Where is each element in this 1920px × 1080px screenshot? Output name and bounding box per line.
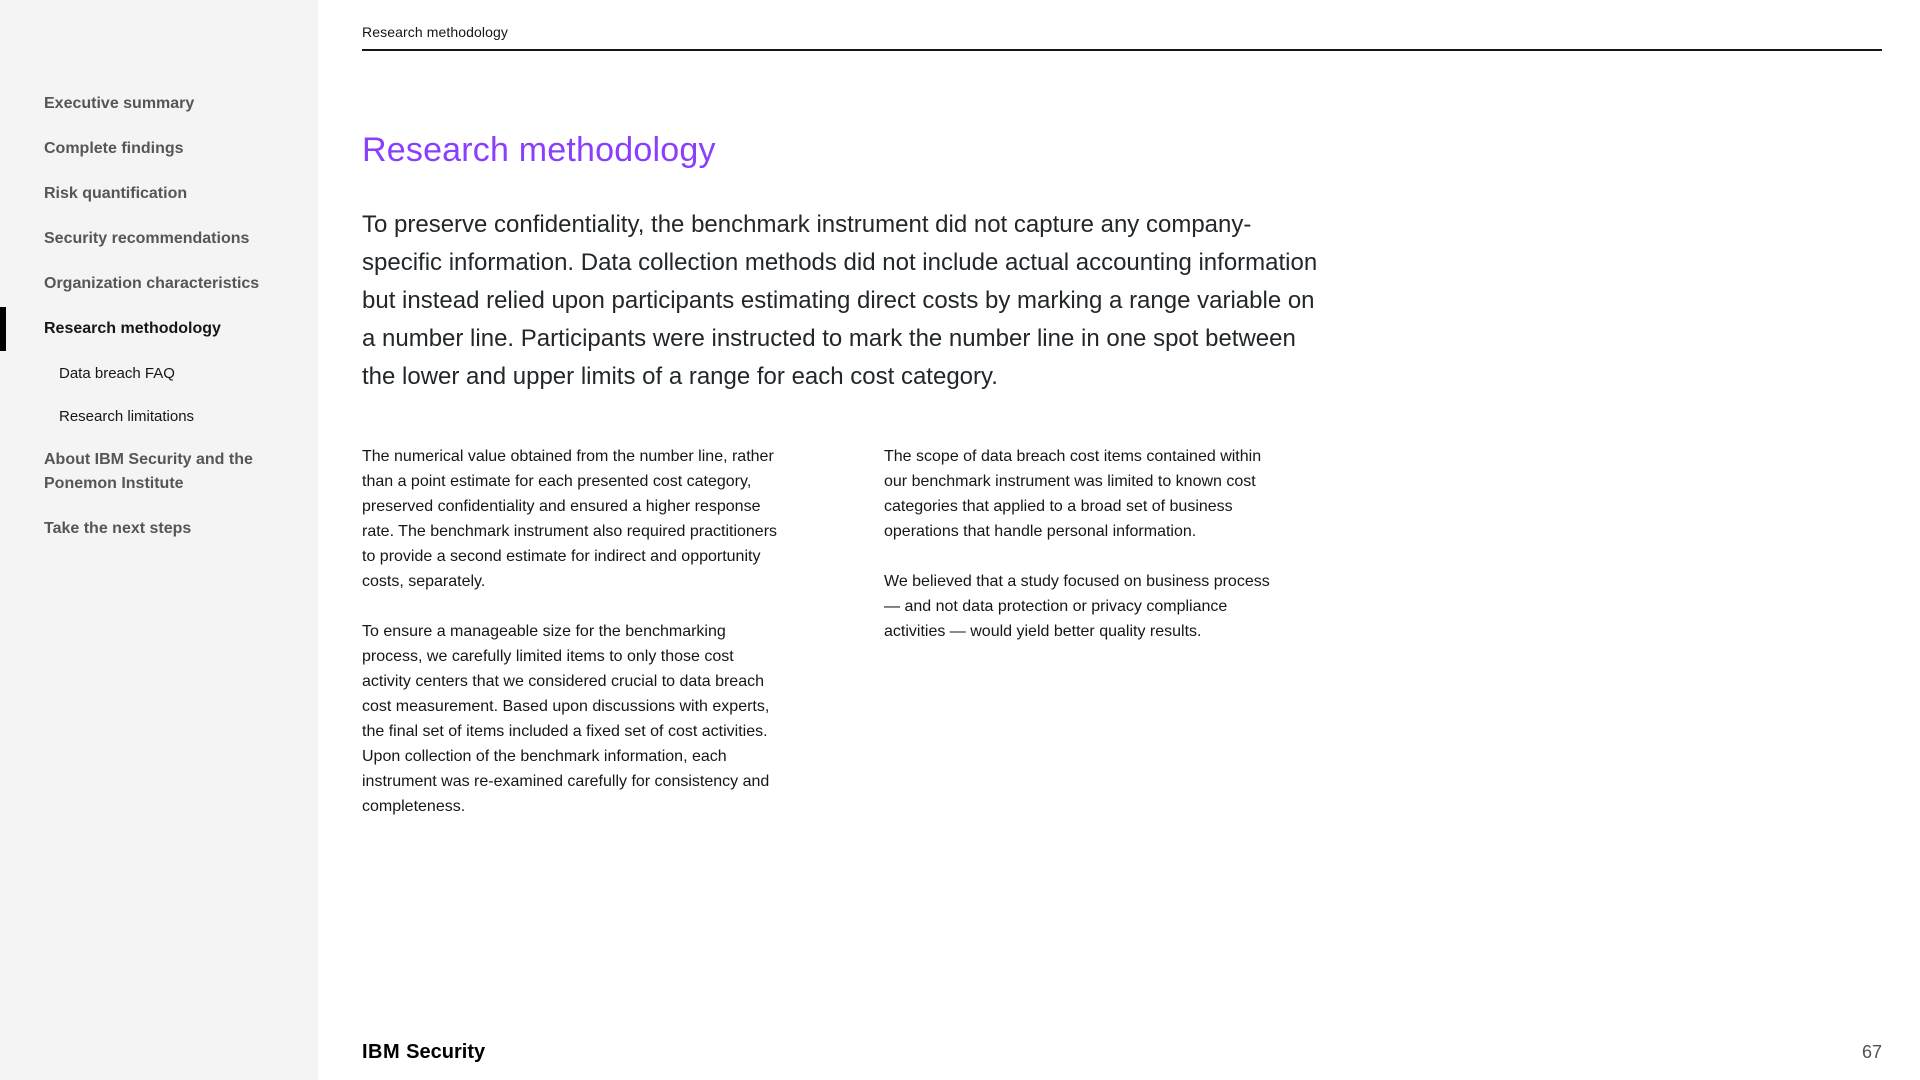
sidebar-item-complete-findings[interactable]: Complete findings [44,140,184,157]
ibm-security-logo [362,1041,485,1064]
body-paragraph: To ensure a manageable size for the benchmarking process, we carefully limited items to only those cost activity centers that we considered crucial to data breach cost measurement. Based upon discussions with experts, the final set of items included a fixed set of cost activities. Upon collection of the benchmark information, each instrument was re-examined carefully for consistency and completeness. [362,623,770,815]
sidebar-item-research-limitations[interactable]: Research limitations [59,408,195,425]
sidebar-item-take-next-steps[interactable]: Take the next steps [44,520,192,537]
sidebar-item-label: Research methodology [44,320,221,337]
ibm-logo: IBM [362,1041,401,1063]
active-item-indicator [0,307,6,351]
page-title: Research methodology [362,131,716,169]
page-number: 67 [1861,1042,1882,1062]
sidebar-item-risk-quantification[interactable]: Risk quantification [44,185,188,202]
section-eyebrow: Research methodology [362,24,508,40]
sidebar-item-about-ibm-security[interactable]: About IBM Security and the Ponemon Institute [44,451,253,492]
brand-product-label: Security [406,1041,486,1063]
sidebar-item-research-methodology[interactable] [0,317,290,341]
sidebar-item-security-recommendations[interactable]: Security recommendations [44,230,250,247]
body-paragraph: The numerical value obtained from the number line, rather than a point estimate for each presented cost category, preserved confidentiality and ensured a higher response rate. The benchmark instrument also required practitioners to provide a second estimate for indirect and opportunity costs, separately. [362,448,778,590]
right-column [884,444,1274,844]
sidebar-item-data-breach-faq[interactable]: Data breach FAQ [59,365,175,382]
left-column [362,444,782,844]
intro-paragraph: To preserve confidentiality, the benchmark instrument did not capture any company-specific information. Data collection methods did not include actual accounting information but instead relied upon participants estimating direct costs by marking a range variable on a number line. Participants were instructed to mark the number line in one spot between the lower and upper limits of a range for each cost category. [362,211,1318,390]
page-footer [362,1041,1882,1064]
section-header [362,24,1882,51]
sidebar-item-executive-summary[interactable]: Executive summary [44,95,195,112]
sidebar-nav [0,0,318,541]
body-paragraph: We believed that a study focused on business process — and not data protection or privacy compliance activities — would yield better quality results. [884,573,1270,640]
sidebar [0,0,318,1080]
body-paragraph: The scope of data breach cost items contained within our benchmark instrument was limited to known cost categories that applied to a broad set of business operations that handle personal information. [884,448,1262,540]
main-content [318,0,1920,1080]
body-columns [362,444,1882,844]
sidebar-item-organization-characteristics[interactable]: Organization characteristics [44,275,260,292]
